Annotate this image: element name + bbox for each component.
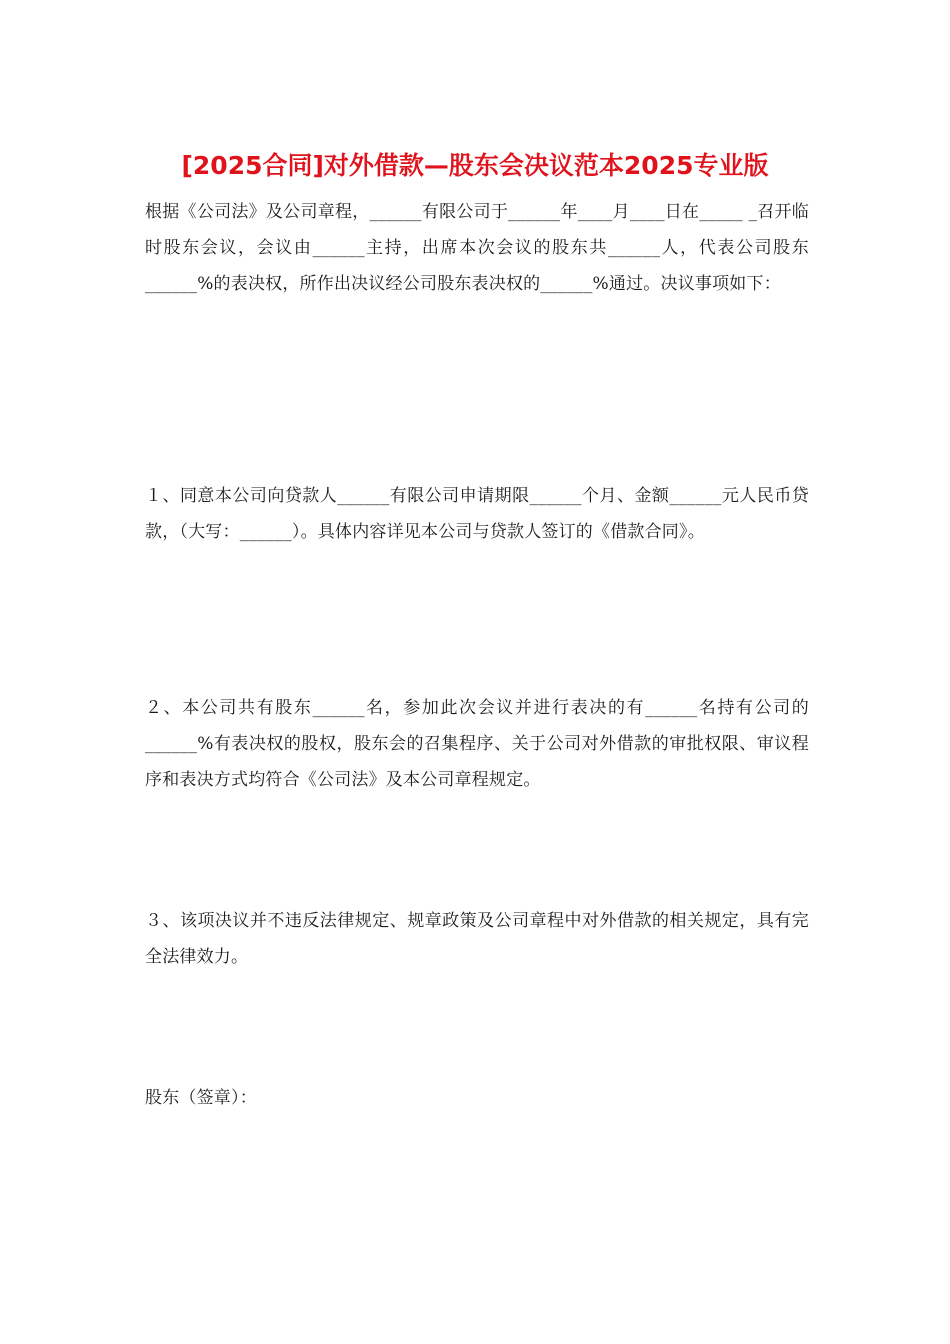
resolution-item-1: １、同意本公司向贷款人______有限公司申请期限______个月、金额______元人民币贷款，（大写：______）。具体内容详见本公司与贷款人签订的《借款合同》。 [145, 486, 809, 542]
intro-paragraph: 根据《公司法》及公司章程，______有限公司于______年____月____日在_____ _召开临时股东会议，会议由______主持，出席本次会议的股东共______人，代表公司股东______%的表决权，所作出决议经公司股东表决权的______%通过。决议事项如下： [145, 202, 809, 294]
shareholder-signature-label: 股东（签章）： [145, 1088, 257, 1108]
resolution-item-2: ２、本公司共有股东______名，参加此次会议并进行表决的有______名持有公司的______%有表决权的股权，股东会的召集程序、关于公司对外借款的审批权限、审议程序和表决方式均符合《公司法》及本公司章程规定。 [145, 698, 809, 790]
resolution-item-3: ３、该项决议并不违反法律规定、规章政策及公司章程中对外借款的相关规定，具有完全法律效力。 [145, 911, 809, 967]
document-title: [2025合同]对外借款—股东会决议范本2025专业版 [181, 151, 769, 180]
